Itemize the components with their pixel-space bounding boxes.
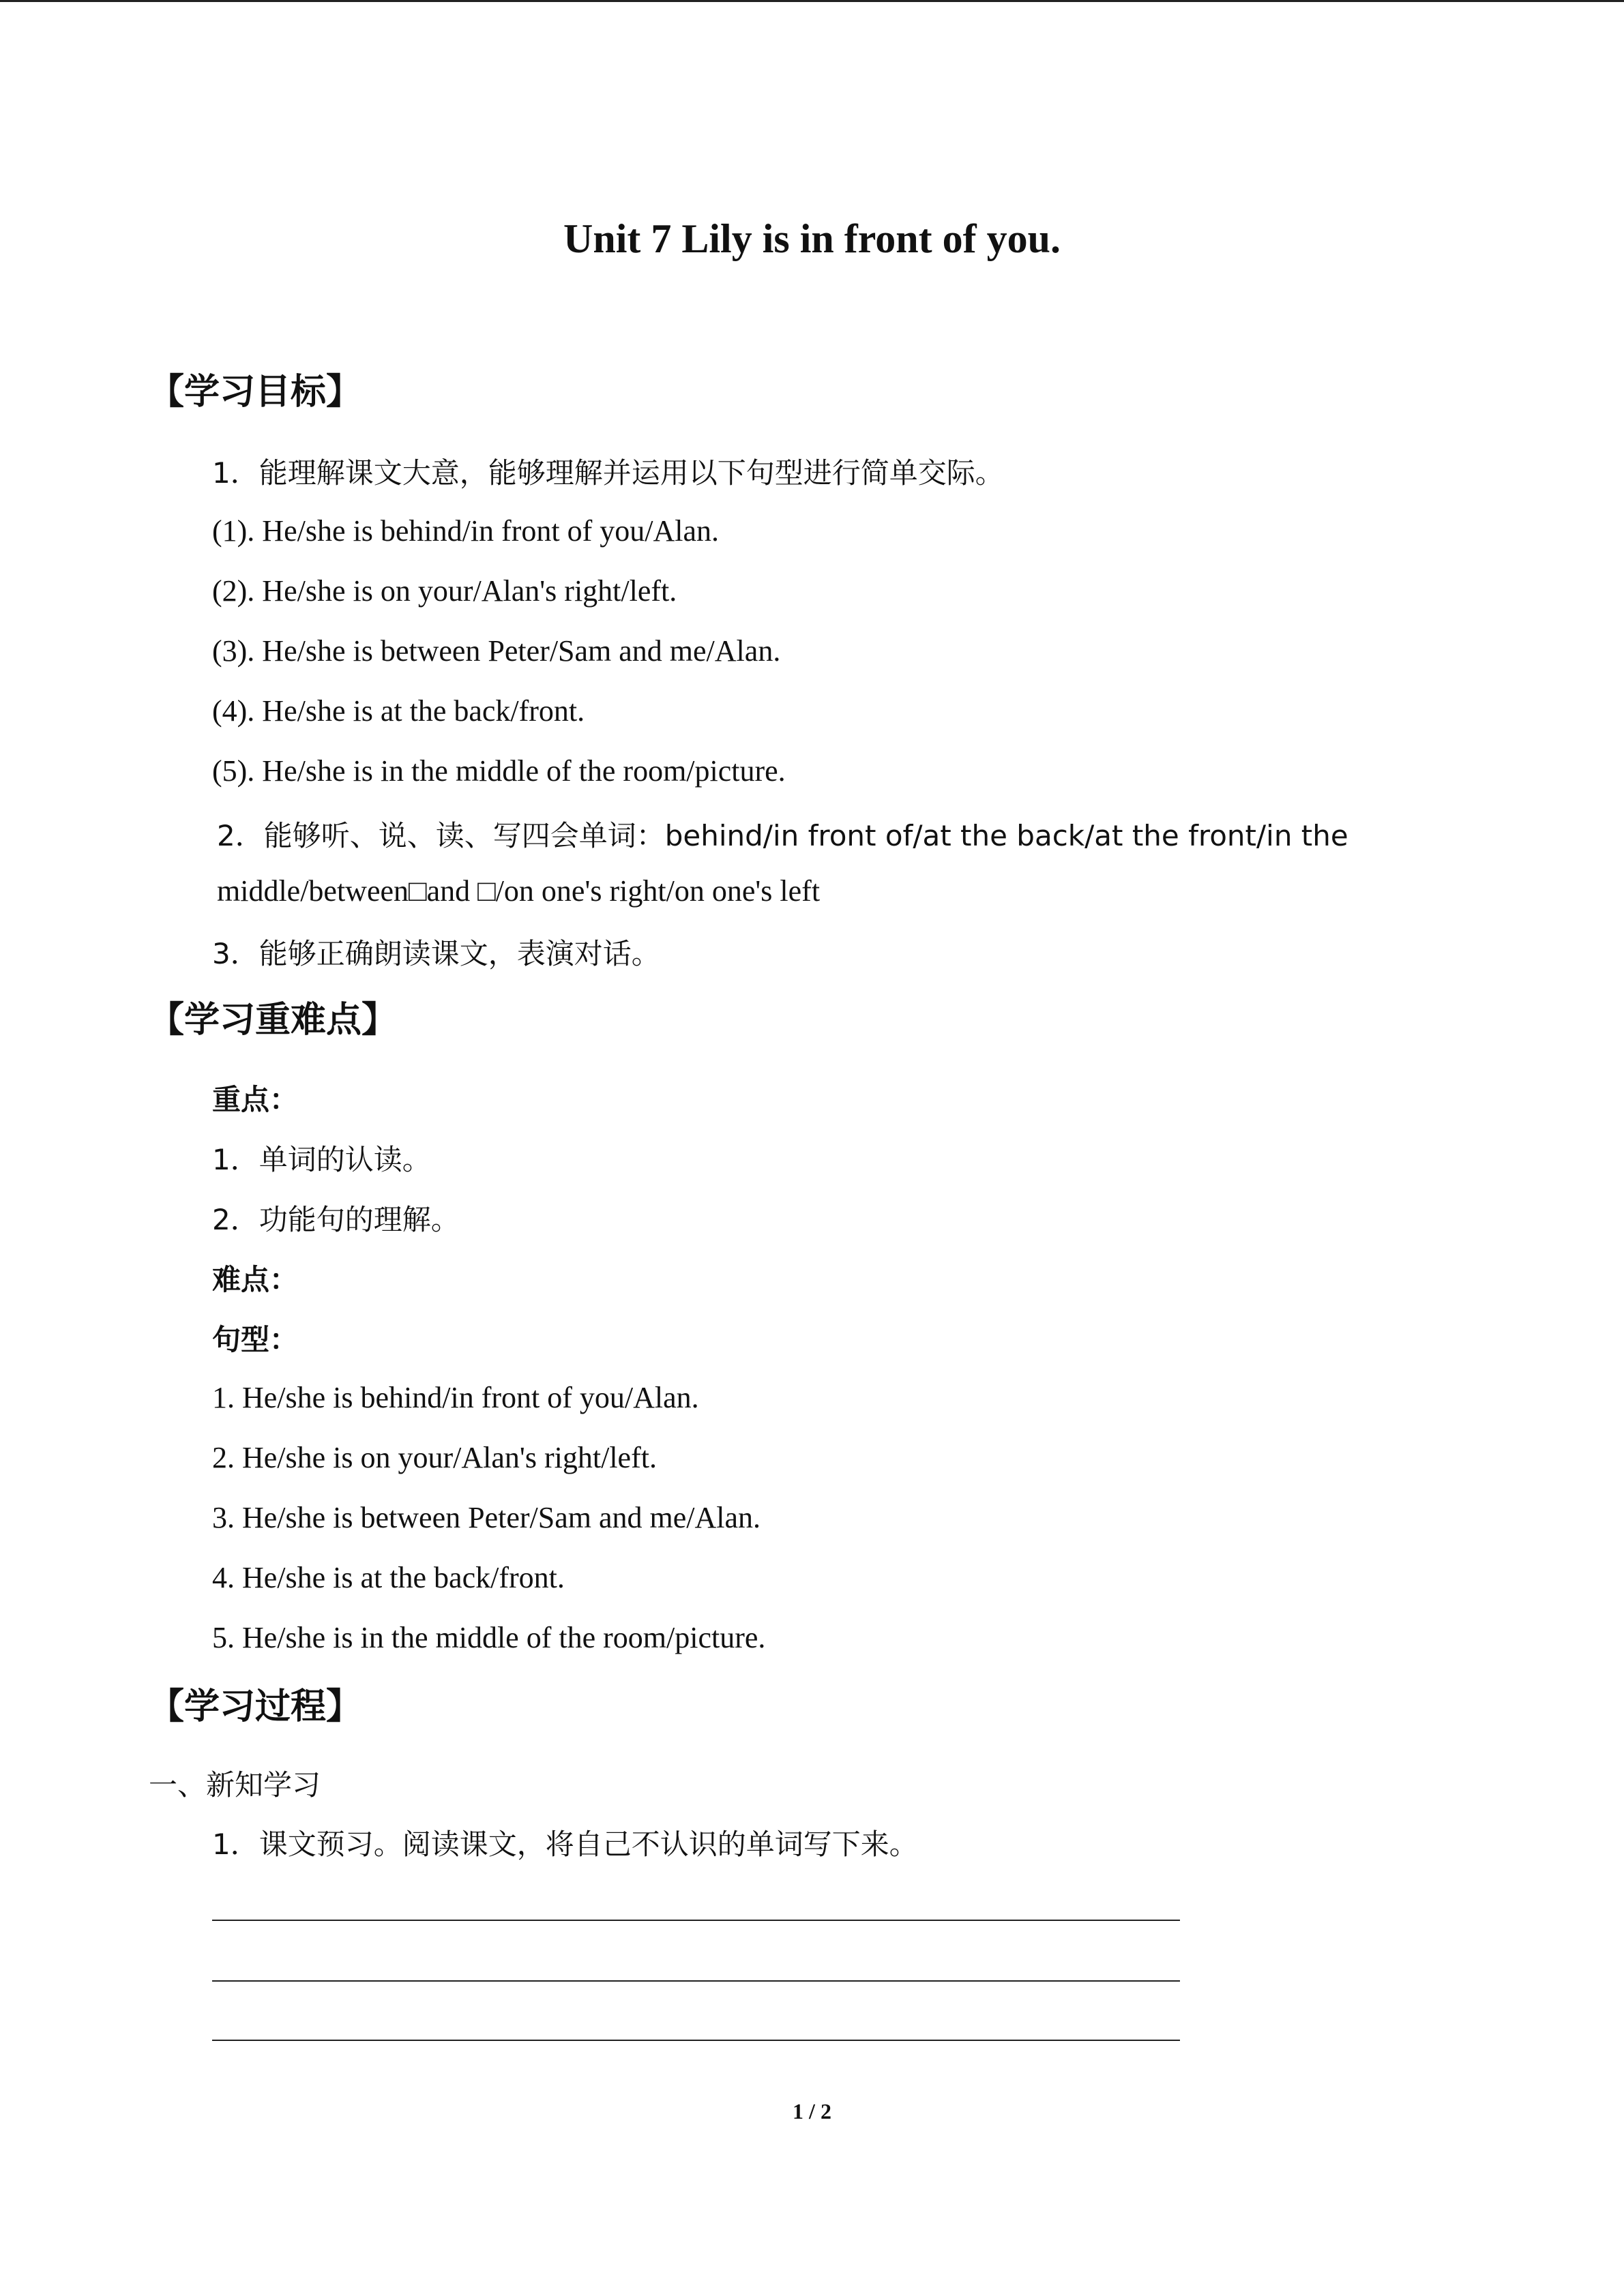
objective-sentence-4: (4). He/she is at the back/front. — [212, 694, 585, 728]
objective-item-2: 2．能够听、说、读、写四会单词：behind/in front of/at the back/at the front/in the — [217, 819, 1348, 852]
pattern-sentence-1: 1. He/she is behind/in front of you/Alan. — [212, 1381, 699, 1414]
objective-item-2-continued: middle/between□and □/on one's right/on one's left — [217, 874, 821, 908]
process-task-1: 1．课文预习。阅读课文，将自己不认识的单词写下来。 — [212, 1828, 918, 1861]
page-number: 1 / 2 — [793, 2099, 831, 2123]
process-part-1: 一、新知学习 — [149, 1768, 321, 1802]
objective-item-1: 1．能理解课文大意，能够理解并运用以下句型进行简单交际。 — [212, 456, 1004, 490]
pattern-sentence-5: 5. He/she is in the middle of the room/picture. — [212, 1621, 766, 1654]
objective-sentence-5: (5). He/she is in the middle of the room/picture. — [212, 754, 786, 788]
pattern-sentence-2: 2. He/she is on your/Alan's right/left. — [212, 1441, 657, 1474]
key-points-heading: 【学习重难点】 — [149, 1000, 398, 1041]
top-border — [0, 0, 1624, 2]
difficult-label: 难点： — [212, 1263, 299, 1296]
page-title: Unit 7 Lily is in front of you. — [563, 216, 1061, 261]
key-item-1: 1．单词的认读。 — [212, 1143, 431, 1176]
pattern-sentence-3: 3. He/she is between Peter/Sam and me/Alan. — [212, 1501, 761, 1534]
answer-line-3[interactable] — [212, 2040, 1180, 2041]
objectives-heading: 【学习目标】 — [149, 372, 362, 413]
pattern-label: 句型： — [212, 1323, 299, 1356]
answer-line-2[interactable] — [212, 1980, 1180, 1982]
objective-item-3: 3．能够正确朗读课文，表演对话。 — [212, 937, 660, 970]
answer-line-1[interactable] — [212, 1920, 1180, 1921]
objective-sentence-2: (2). He/she is on your/Alan's right/left. — [212, 574, 677, 608]
key-item-2: 2．功能句的理解。 — [212, 1203, 460, 1236]
process-heading: 【学习过程】 — [149, 1686, 362, 1727]
key-label: 重点： — [212, 1083, 299, 1116]
objective-sentence-1: (1). He/she is behind/in front of you/Alan. — [212, 514, 719, 548]
pattern-sentence-4: 4. He/she is at the back/front. — [212, 1561, 565, 1594]
objective-sentence-3: (3). He/she is between Peter/Sam and me/Alan. — [212, 634, 781, 668]
